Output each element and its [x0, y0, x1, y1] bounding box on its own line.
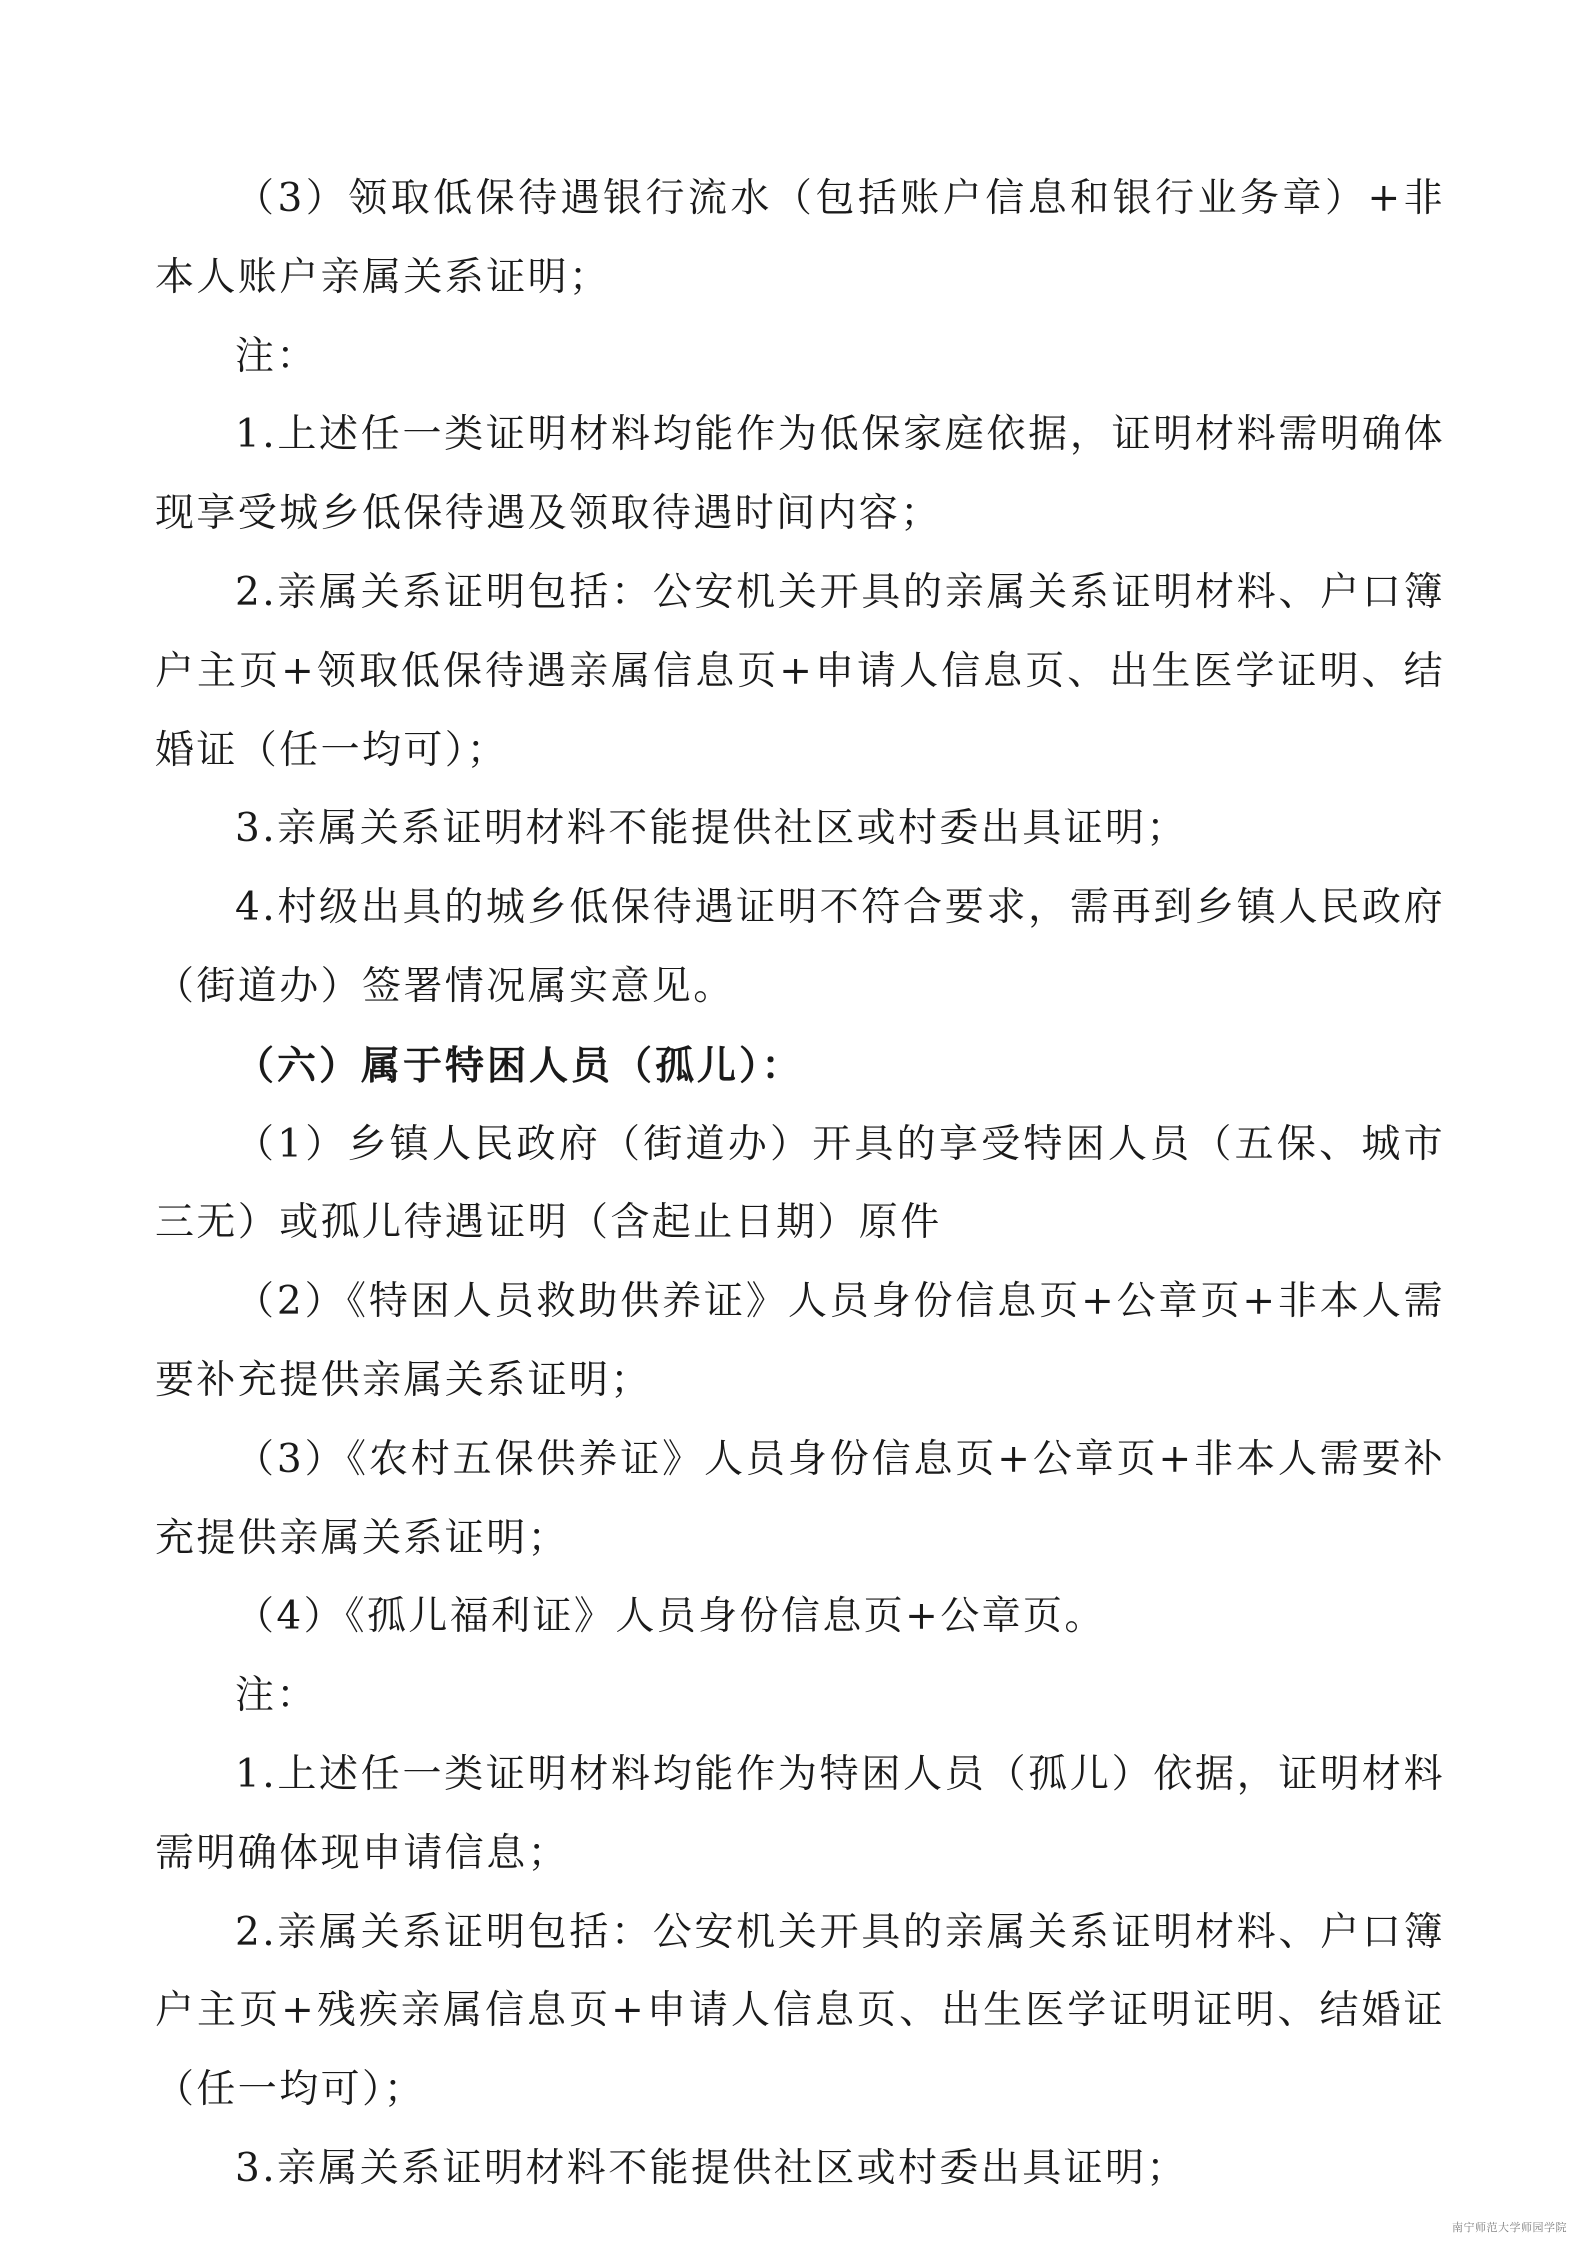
paragraph: （4）《孤儿福利证》人员身份信息页+公章页。 — [235, 1594, 1106, 1640]
paragraph: （2）《特困人员救助供养证》人员身份信息页+公章页+非本人需要补充提供亲属关系证明； — [155, 1279, 1445, 1403]
paragraph: 2.亲属关系证明包括：公安机关开具的亲属关系证明材料、户口簿户主页+残疾亲属信息页+申请人信息页、出生医学证明证明、结婚证（任一均可）； — [155, 1909, 1445, 2113]
footer-watermark: 南宁师范大学师园学院 — [1452, 2221, 1567, 2234]
paragraph: 3.亲属关系证明材料不能提供社区或村委出具证明； — [235, 2145, 1188, 2191]
document-body — [155, 160, 1445, 2209]
paragraph: （3）领取低保待遇银行流水（包括账户信息和银行业务章）+非本人账户亲属关系证明； — [155, 176, 1445, 300]
paragraph: 2.亲属关系证明包括：公安机关开具的亲属关系证明材料、户口簿户主页+领取低保待遇亲属信息页+申请人信息页、出生医学证明、结婚证（任一均可）； — [155, 569, 1445, 773]
paragraph: 1.上述任一类证明材料均能作为低保家庭依据，证明材料需明确体现享受城乡低保待遇及领取待遇时间内容； — [155, 412, 1445, 537]
paragraph: 4.村级出具的城乡低保待遇证明不符合要求，需再到乡镇人民政府（街道办）签署情况属实意见。 — [155, 885, 1445, 1009]
section-heading: （六）属于特困人员（孤儿）： — [235, 1042, 804, 1089]
paragraph: 1.上述任一类证明材料均能作为特困人员（孤儿）依据，证明材料需明确体现申请信息； — [155, 1751, 1445, 1876]
paragraph: （1）乡镇人民政府（街道办）开具的享受特困人员（五保、城市三无）或孤儿待遇证明（含起止日期）原件 — [155, 1121, 1445, 1246]
paragraph: 3.亲属关系证明材料不能提供社区或村委出具证明； — [235, 806, 1188, 852]
paragraph: 注： — [235, 333, 318, 379]
paragraph: （3）《农村五保供养证》人员身份信息页+公章页+非本人需要补充提供亲属关系证明； — [155, 1436, 1445, 1561]
paragraph: 注： — [235, 1673, 318, 1719]
